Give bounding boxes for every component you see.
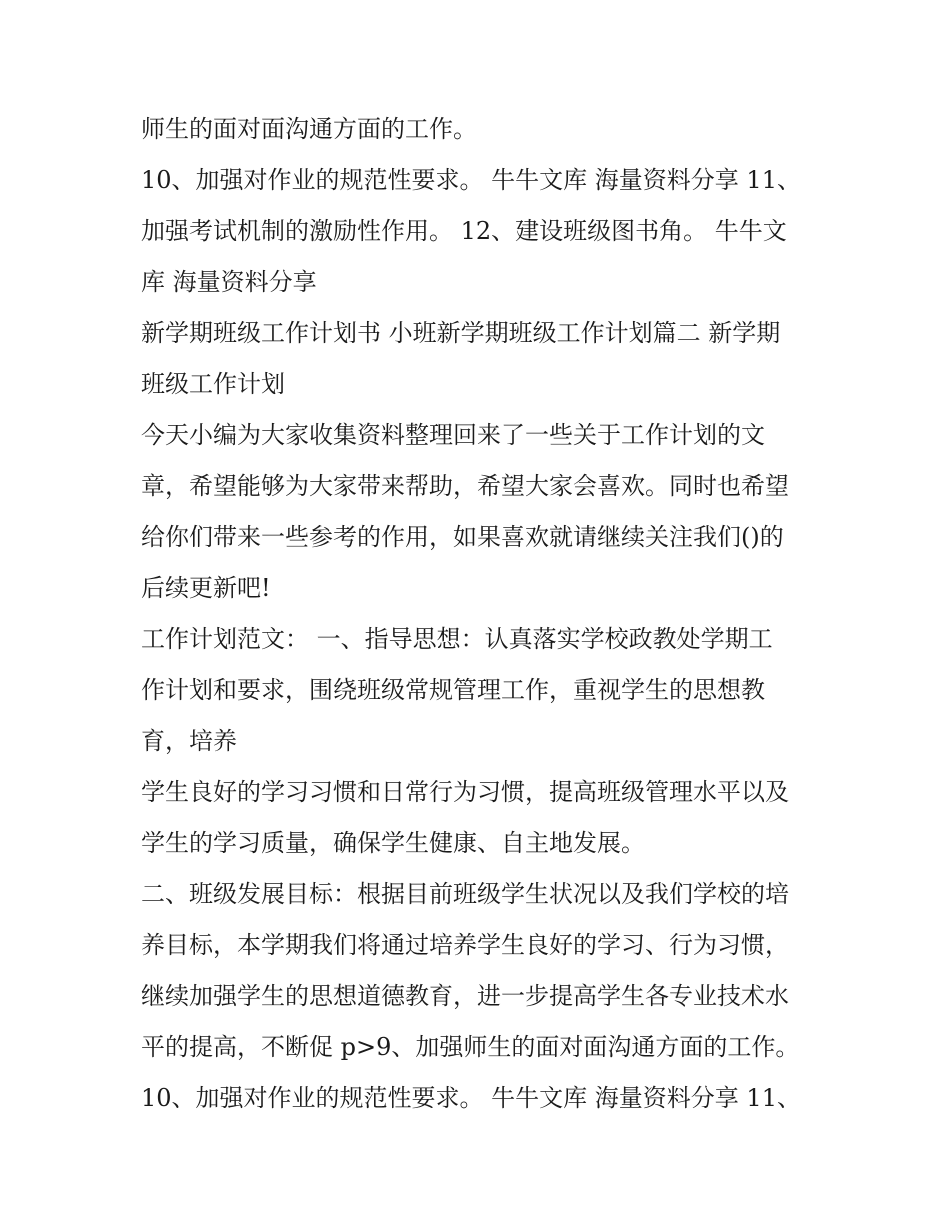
text-line: 养目标，本学期我们将通过培养学生良好的学习、行为习惯， <box>141 931 789 959</box>
text-line: 章，希望能够为大家带来帮助，希望大家会喜欢。同时也希望 <box>141 472 789 500</box>
text-line: 10、加强对作业的规范性要求。 牛牛文库 海量资料分享 11、 <box>141 1084 801 1112</box>
text-line: 二、班级发展目标：根据目前班级学生状况以及我们学校的培 <box>141 880 789 908</box>
text-line: 作计划和要求，围绕班级常规管理工作，重视学生的思想教 <box>141 676 765 704</box>
text-line: 继续加强学生的思想道德教育，进一步提高学生各专业技术水 <box>141 982 789 1010</box>
text-line: 学生的学习质量，确保学生健康、自主地发展。 <box>141 829 645 857</box>
text-line: 给你们带来一些参考的作用，如果喜欢就请继续关注我们()的 <box>141 523 784 551</box>
text-line: 工作计划范文： 一、指导思想：认真落实学校政教处学期工 <box>141 625 773 653</box>
text-line: 班级工作计划 <box>141 370 285 398</box>
text-line: 平的提高，不断促 p>9、加强师生的面对面沟通方面的工作。 <box>141 1033 800 1061</box>
text-line: 学生良好的学习习惯和日常行为习惯，提高班级管理水平以及 <box>141 778 789 806</box>
text-line: 后续更新吧! <box>141 574 271 602</box>
text-line: 师生的面对面沟通方面的工作。 <box>141 115 477 143</box>
text-line: 新学期班级工作计划书 小班新学期班级工作计划篇二 新学期 <box>141 319 781 347</box>
document-body <box>141 104 821 1124</box>
text-line: 库 海量资料分享 <box>141 268 317 296</box>
text-line: 加强考试机制的激励性作用。 12、建设班级图书角。 牛牛文 <box>141 217 787 245</box>
text-line: 今天小编为大家收集资料整理回来了一些关于工作计划的文 <box>141 421 765 449</box>
text-line: 育，培养 <box>141 727 237 755</box>
text-line: 10、加强对作业的规范性要求。 牛牛文库 海量资料分享 11、 <box>141 166 801 194</box>
